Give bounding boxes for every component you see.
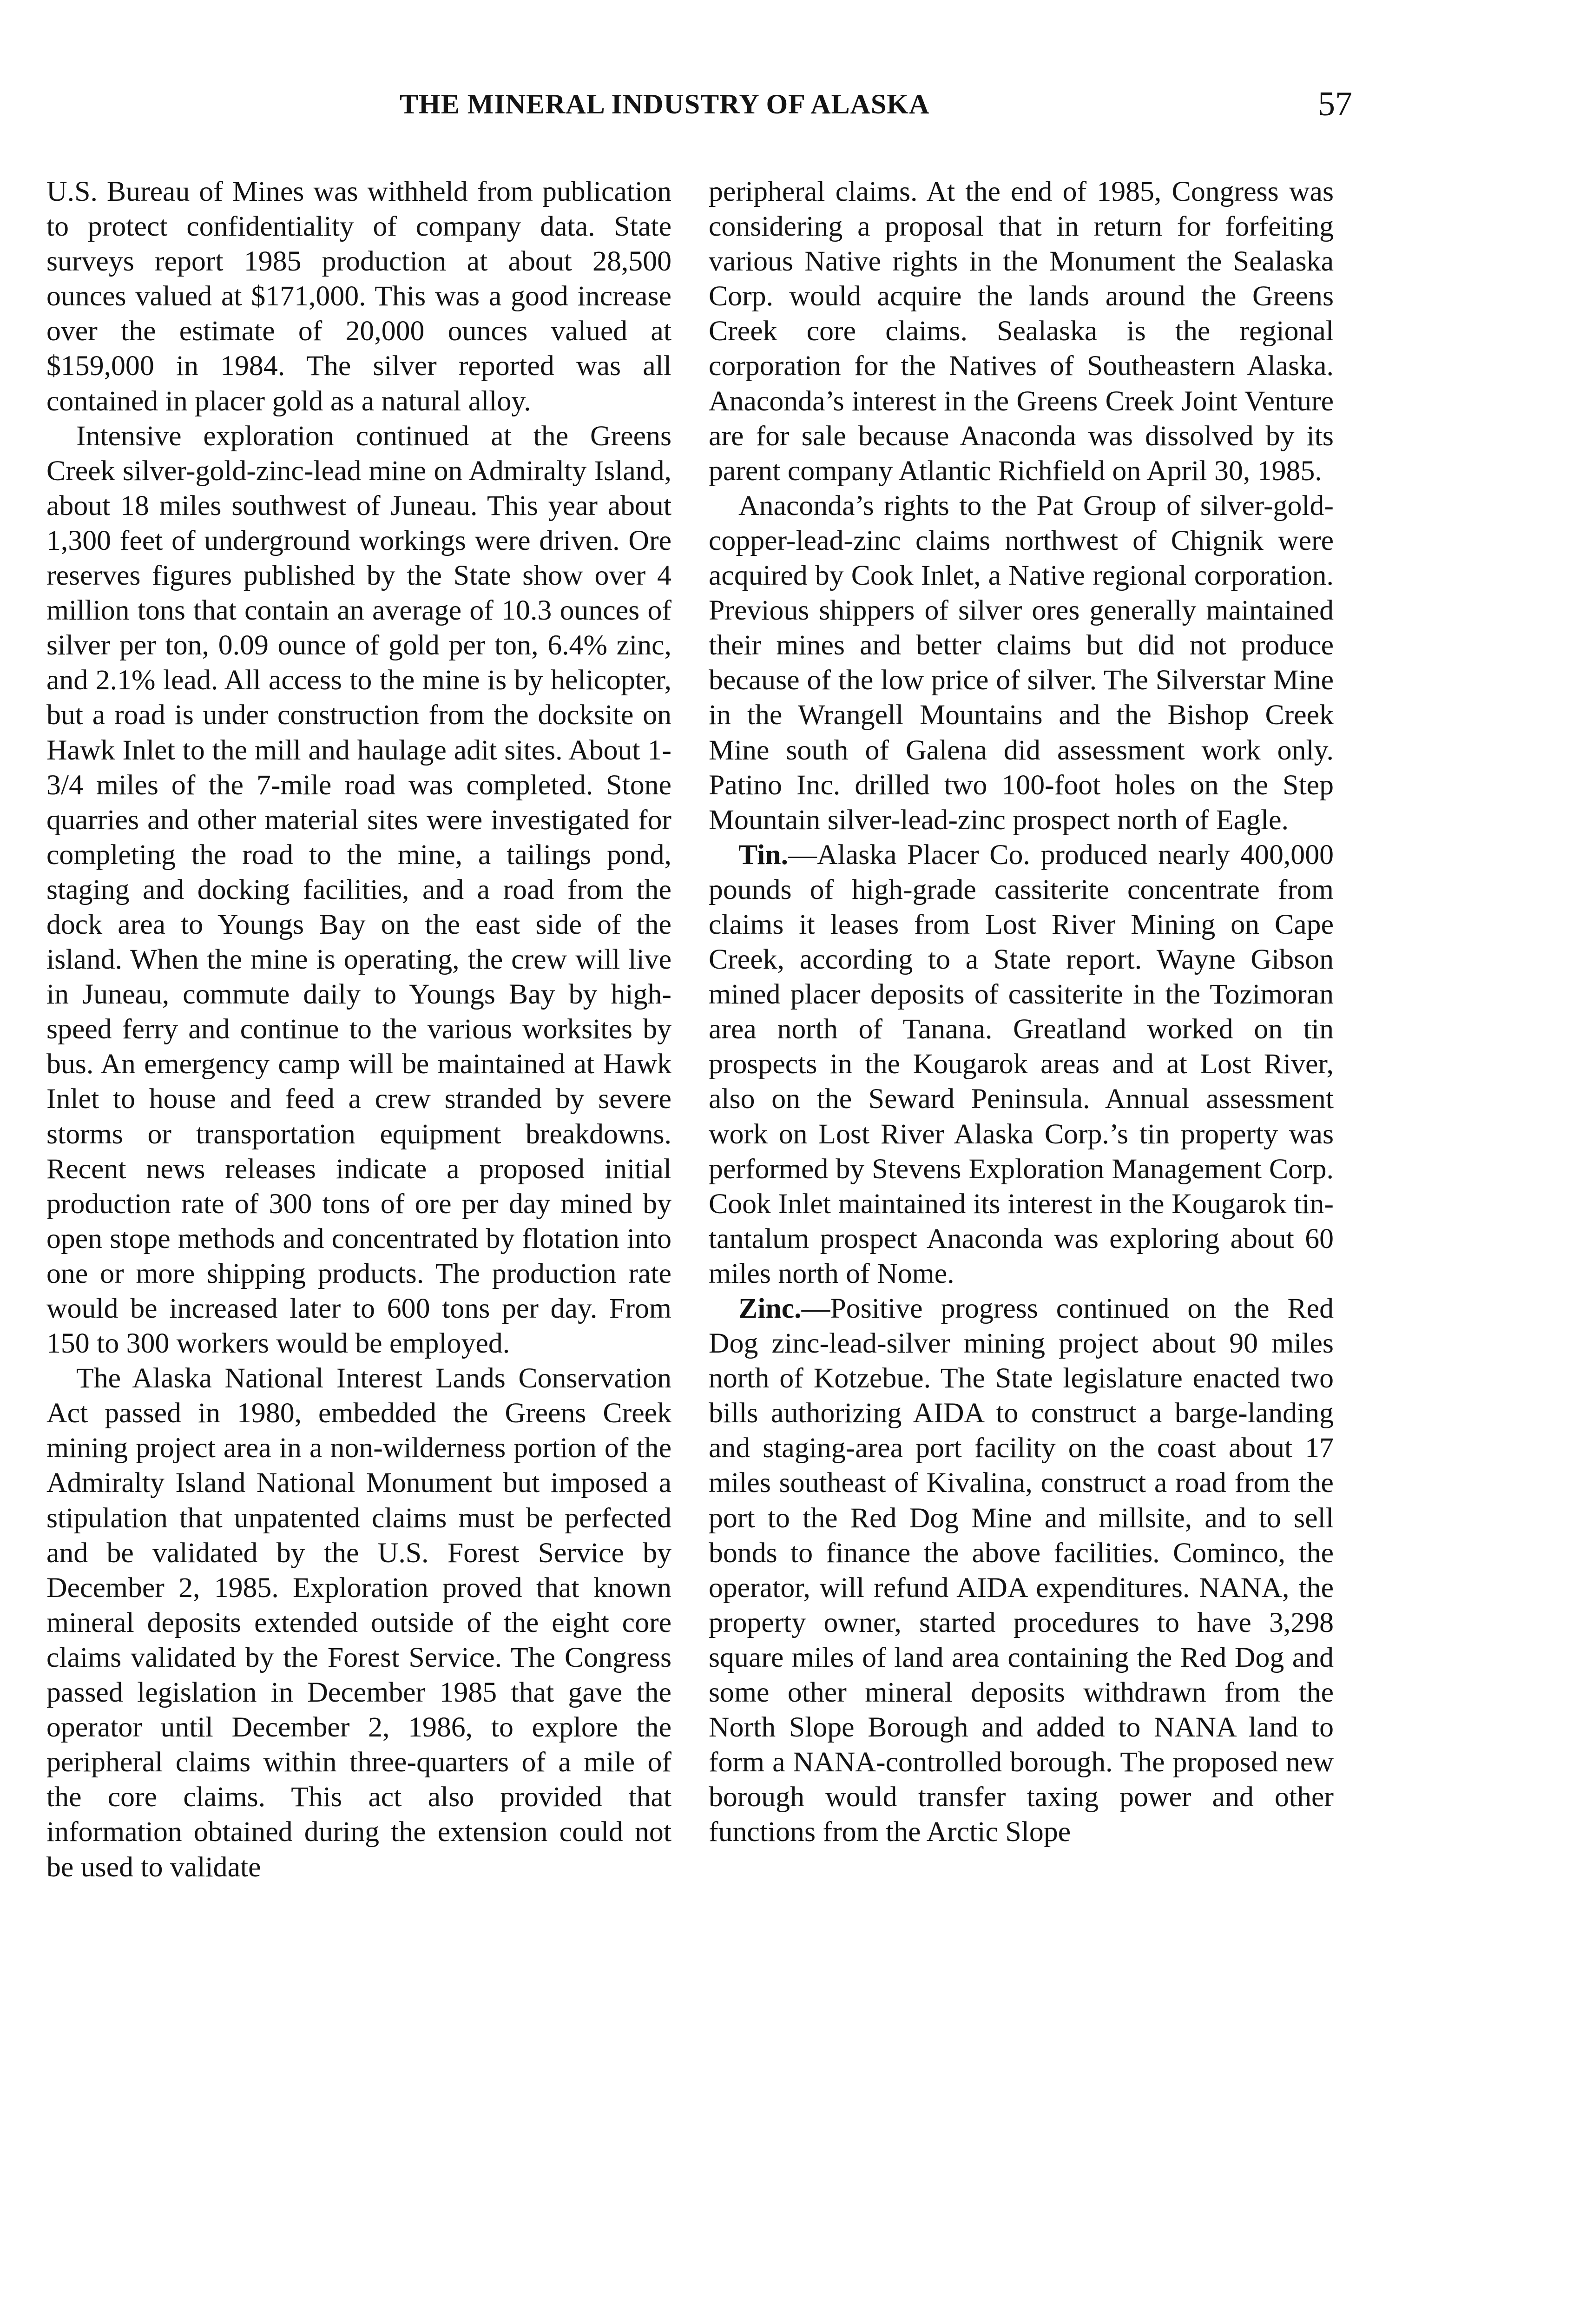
paragraph-pat-group: Anaconda’s rights to the Pat Group of silver-gold-copper-lead-zinc claims northwest of Chignik were acquired by Cook Inlet, a Native regional corporation. Previous shippers of silver ores generally maintained their mines and better claims but did not produce because of the low price of silver. The Silverstar Mine in the Wrangell Mountains and the Bishop Creek Mine south of Galena did assessment work only. Patino Inc. drilled two 100-foot holes on the Step Mountain silver-lead-zinc prospect north of Eagle. bbox=[709, 489, 1334, 836]
running-header bbox=[0, 85, 1573, 139]
left-column bbox=[46, 174, 671, 1885]
zinc-body: —Positive progress continued on the Red Dog zinc-lead-silver mining project about 90 miles north of Kotzebue. The State legislature enacted two bills authorizing AIDA to construct a barge-landing and staging-area port facility on the coast about 17 miles southeast of Kivalina, construct a road from the port to the Red Dog Mine and millsite, and to sell bonds to finance the above facilities. Cominco, the operator, will refund AIDA expenditures. NANA, the property owner, started procedures to have 3,298 square miles of land area containing the Red Dog and some other mineral deposits withdrawn from the North Slope Borough and added to NANA land to form a NANA-controlled borough. The proposed new borough would transfer taxing power and other functions from the Arctic Slope bbox=[709, 1293, 1334, 1848]
section-lead-tin: Tin. bbox=[738, 838, 789, 871]
section-lead-zinc: Zinc. bbox=[738, 1293, 802, 1324]
page-number: 57 bbox=[1318, 85, 1352, 123]
paragraph-tin bbox=[709, 838, 1334, 1291]
running-title: THE MINERAL INDUSTRY OF ALASKA bbox=[400, 89, 930, 119]
paragraph-greens-creek: Intensive exploration continued at the Greens Creek silver-gold-zinc-lead mine on Admiralty Island, about 18 miles southwest of Juneau. This year about 1,300 feet of underground workings were driven. Ore reserves figures published by the State show over 4 million tons that contain an average of 10.3 ounces of silver per ton, 0.09 ounce of gold per ton, 6.4% zinc, and 2.1% lead. All access to the mine is by helicopter, but a road is under construction from the docksite on Hawk Inlet to the mill and haulage adit sites. About 1-3/4 miles of the 7-mile road was completed. Stone quarries and other material sites were investigated for completing the road to the mine, a tailings pond, staging and docking facilities, and a road from the dock area to Youngs Bay on the east side of the island. When the mine is operating, the crew will live in Juneau, commute daily to Youngs Bay by high-speed ferry and continue to the various worksites by bus. An emergency camp will be maintained at Hawk Inlet to house and feed a crew stranded by severe storms or transportation equipment breakdowns. Recent news releases indicate a proposed initial production rate of 300 tons of ore per day mined by open stope methods and concentrated by flotation into one or more shipping products. The production rate would be increased later to 600 tons per day. From 150 to 300 workers would be employed. bbox=[46, 420, 671, 1360]
right-column bbox=[709, 174, 1334, 1850]
paragraph-zinc bbox=[709, 1291, 1334, 1850]
tin-body: —Alaska Placer Co. produced nearly 400,000 pounds of high-grade cassiterite concentrate from claims it leases from Lost River Mining on Cape Creek, according to a State report. Wayne Gibson mined placer deposits of cassiterite in the Tozimoran area north of Tanana. Greatland worked on tin prospects in the Kougarok areas and at Lost River, also on the Seward Peninsula. Annual assessment work on Lost River Alaska Corp.’s tin property was performed by Stevens Exploration Management Corp. Cook Inlet maintained its interest in the Kougarok tin-tantalum prospect Anaconda was exploring about 60 miles north of Nome. bbox=[709, 838, 1334, 1289]
paragraph-lands-act: The Alaska National Interest Lands Conservation Act passed in 1980, embedded the Greens Creek mining project area in a non-wilderness portion of the Admiralty Island National Monument but imposed a stipulation that unpatented claims must be perfected and be validated by the U.S. Forest Service by December 2, 1985. Exploration proved that known mineral deposits extended outside of the eight core claims validated by the Forest Service. The Congress passed legislation in December 1985 that gave the operator until December 2, 1986, to explore the peripheral claims within three-quarters of a mile of the core claims. This act also provided that information obtained during the extension could not be used to validate bbox=[46, 1362, 671, 1883]
paragraph-silver-production: U.S. Bureau of Mines was withheld from publication to protect confidentiality of company data. State surveys report 1985 production at about 28,500 ounces valued at $171,000. This was a good increase over the estimate of 20,000 ounces valued at $159,000 in 1984. The silver reported was all contained in placer gold as a natural alloy. bbox=[46, 176, 671, 417]
paragraph-peripheral-claims: peripheral claims. At the end of 1985, Congress was considering a proposal that in return for forfeiting various Native rights in the Monument the Sealaska Corp. would acquire the lands around the Greens Creek core claims. Sealaska is the regional corporation for the Natives of Southeastern Alaska. Anaconda’s interest in the Greens Creek Joint Venture are for sale because Anaconda was dissolved by its parent company Atlantic Richfield on April 30, 1985. bbox=[709, 176, 1334, 487]
